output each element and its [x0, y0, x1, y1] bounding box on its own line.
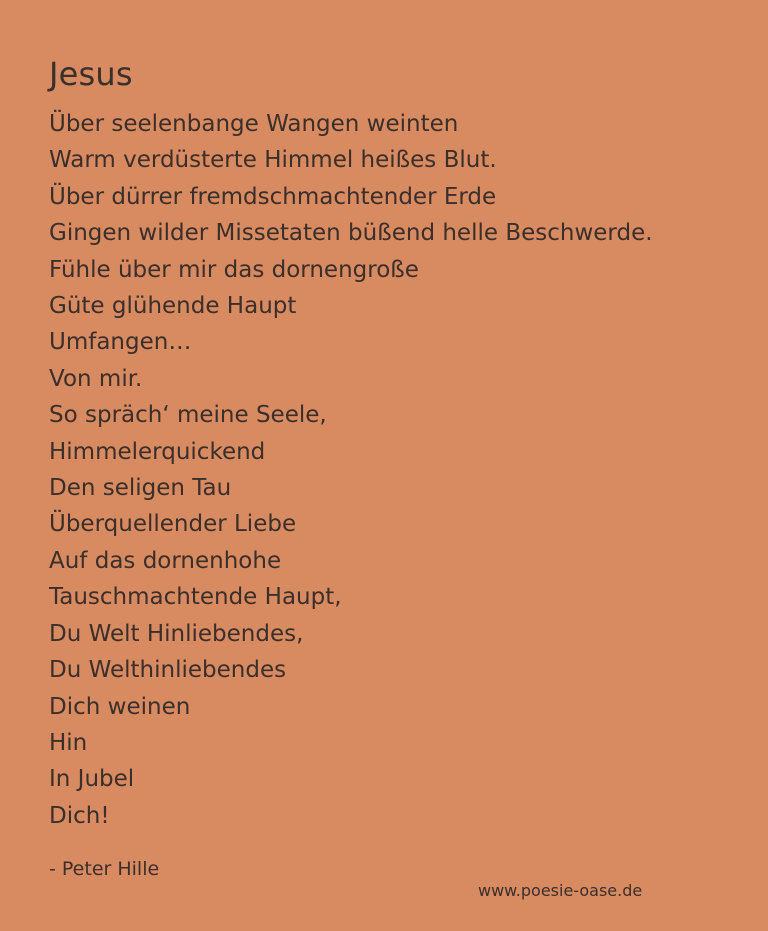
website-url: www.poesie-oase.de	[478, 881, 643, 900]
poem-line: Warm verdüsterte Himmel heißes Blut.	[49, 147, 497, 174]
poem-line: Auf das dornenhohe	[49, 547, 282, 574]
poem-line: Dich weinen	[49, 693, 191, 720]
poem-card	[49, 52, 739, 834]
poem-line: Tauschmachtende Haupt,	[49, 584, 342, 611]
poem-line: Fühle über mir das dornengroße	[49, 256, 419, 283]
poem-author: - Peter Hille	[49, 858, 160, 880]
poem-line: Gingen wilder Missetaten büßend helle Beschwerde.	[49, 220, 653, 247]
poem-line: Du Welthinliebendes	[49, 657, 287, 684]
poem-title: Jesus	[49, 55, 133, 93]
poem-line: Dich!	[49, 802, 110, 829]
poem-line: Umfangen…	[49, 329, 192, 356]
poem-line: Hin	[49, 729, 88, 756]
poem-lines	[49, 106, 739, 834]
poem-line: So spräch‘ meine Seele,	[49, 402, 327, 429]
poem-line: Von mir.	[49, 365, 143, 392]
poem-line: Den seligen Tau	[49, 475, 232, 502]
poem-line: In Jubel	[49, 766, 135, 793]
poem-line: Überquellender Liebe	[49, 511, 297, 538]
poem-line: Über dürrer fremdschmachtender Erde	[49, 183, 497, 210]
poem-line: Güte glühende Haupt	[49, 293, 297, 320]
poem-line: Über seelenbange Wangen weinten	[49, 111, 459, 137]
poem-line: Himmelerquickend	[49, 438, 266, 465]
poem-line: Du Welt Hinliebendes,	[49, 620, 304, 647]
